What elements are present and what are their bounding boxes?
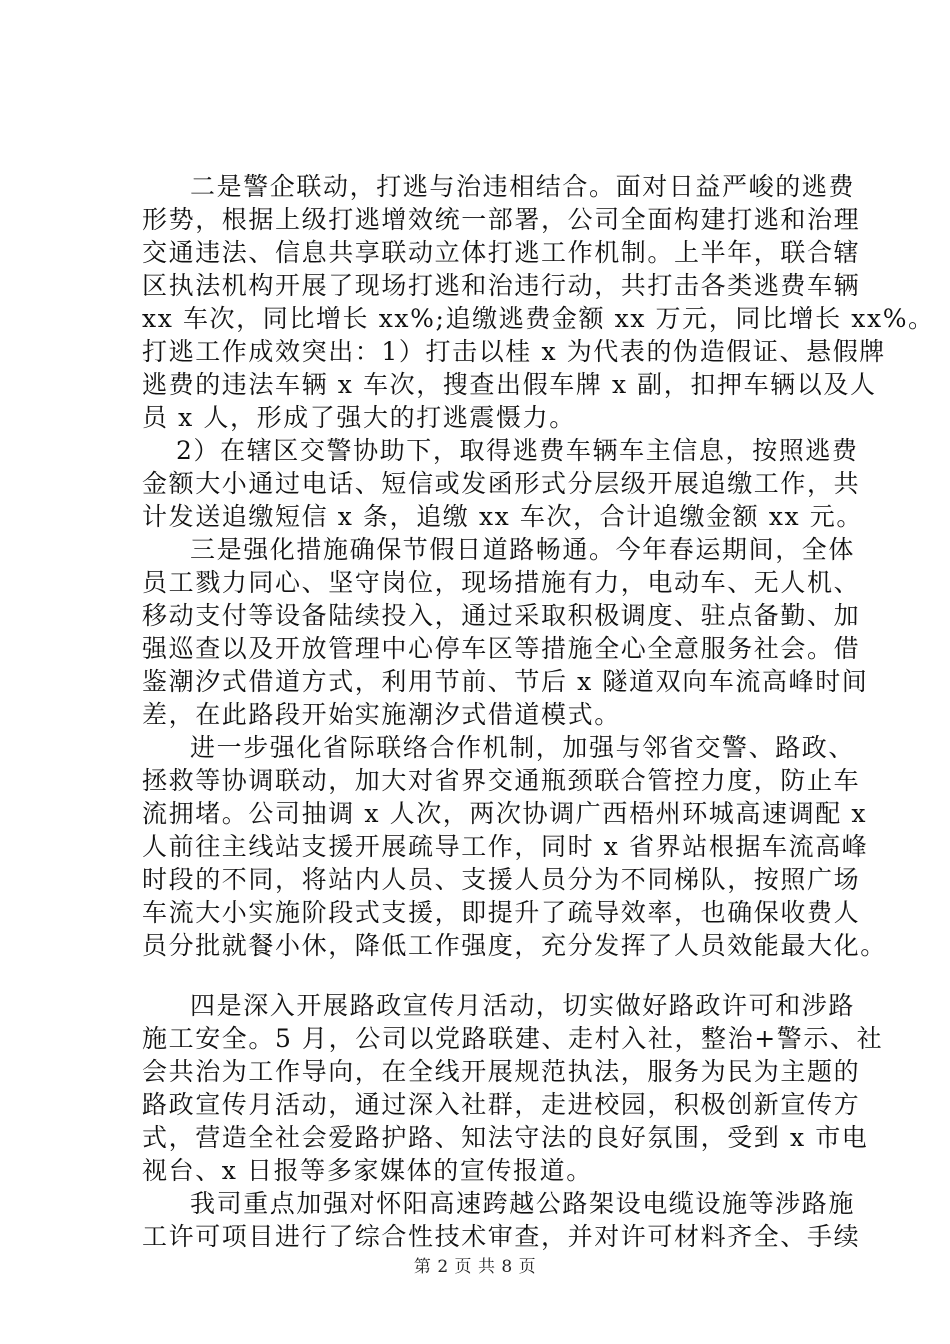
paragraph-line: 式，营造全社会爱路护路、知法守法的良好氛围，受到 x 市电 [142, 1123, 869, 1153]
paragraph-line: 二是警企联动，打逃与治违相结合。面对日益严峻的逃费 [190, 172, 856, 201]
paragraph-line: 四是深入开展路政宣传月活动，切实做好路政许可和涉路 [190, 991, 856, 1021]
paragraph-line: 流拥堵。公司抽调 x 人次，两次协调广西梧州环城高速调配 x [142, 798, 868, 828]
paragraph-line: 交通违法、信息共享联动立体打逃工作机制。上半年，联合辖 [142, 237, 861, 267]
paragraph-line: 拯救等协调联动，加大对省界交通瓶颈联合管控力度，防止车 [142, 765, 861, 795]
paragraph-line: 我司重点加强对怀阳高速跨越公路架设电缆设施等涉路施 [190, 1189, 856, 1219]
paragraph-line: 区执法机构开展了现场打逃和治违行动，共打击各类逃费车辆 [142, 270, 861, 300]
paragraph-line: 时段的不同，将站内人员、支援人员分为不同梯队，按照广场 [142, 864, 861, 894]
paragraph-line: 施工安全。5 月，公司以党路联建、走村入社，整治+警示、社 [142, 1024, 884, 1054]
paragraph-line: 视台、x 日报等多家媒体的宣传报道。 [142, 1156, 593, 1186]
paragraph-line: 计发送追缴短信 x 条，追缴 xx 车次，合计追缴金额 xx 元。 [142, 501, 863, 531]
paragraph-line: 员工戮力同心、坚守岗位，现场措施有力，电动车、无人机、 [142, 567, 861, 597]
paragraph-line: 2）在辖区交警协助下，取得逃费车辆车主信息，按照逃费 [176, 435, 859, 465]
paragraph-line: 强巡查以及开放管理中心停车区等措施全心全意服务社会。借 [142, 633, 861, 663]
paragraph-line: 形势，根据上级打逃增效统一部署，公司全面构建打逃和治理 [142, 204, 861, 234]
paragraph-line: 逃费的违法车辆 x 车次，搜查出假车牌 x 副，扣押车辆以及人 [142, 369, 877, 399]
paragraph-line: 会共治为工作导向，在全线开展规范执法，服务为民为主题的 [142, 1057, 861, 1087]
paragraph-line: 移动支付等设备陆续投入，通过采取积极调度、驻点备勤、加 [142, 600, 861, 630]
paragraph-line: 差，在此路段开始实施潮汐式借道模式。 [142, 699, 621, 729]
paragraph-line: 员 x 人，形成了强大的打逃震慑力。 [142, 402, 576, 432]
paragraph-line: 人前往主线站支援开展疏导工作，同时 x 省界站根据车流高峰 [142, 831, 869, 861]
paragraph-line: 车流大小实施阶段式支援，即提升了疏导效率，也确保收费人 [142, 897, 861, 927]
paragraph-line: 三是强化措施确保节假日道路畅通。今年春运期间，全体 [190, 534, 856, 564]
paragraph-line: xx 车次，同比增长 xx%;追缴逃费金额 xx 万元，同比增长 xx%。 [142, 303, 935, 333]
paragraph-line: 打逃工作成效突出：1）打击以桂 x 为代表的伪造假证、悬假牌 [142, 336, 886, 366]
paragraph-line: 路政宣传月活动，通过深入社群，走进校园，积极创新宣传方 [142, 1090, 861, 1120]
paragraph-line: 进一步强化省际联络合作机制，加强与邻省交警、路政、 [190, 732, 856, 762]
paragraph-line: 鉴潮汐式借道方式，利用节前、节后 x 隧道双向车流高峰时间 [142, 666, 869, 696]
page-number-footer: 第 2 页 共 8 页 [413, 1257, 537, 1277]
paragraph-line: 金额大小通过电话、短信或发函形式分层级开展追缴工作，共 [142, 468, 861, 498]
paragraph-line: 员分批就餐小休，降低工作强度，充分发挥了人员效能最大化。 [142, 930, 887, 960]
paragraph-line: 工许可项目进行了综合性技术审查，并对许可材料齐全、手续 [142, 1222, 861, 1251]
